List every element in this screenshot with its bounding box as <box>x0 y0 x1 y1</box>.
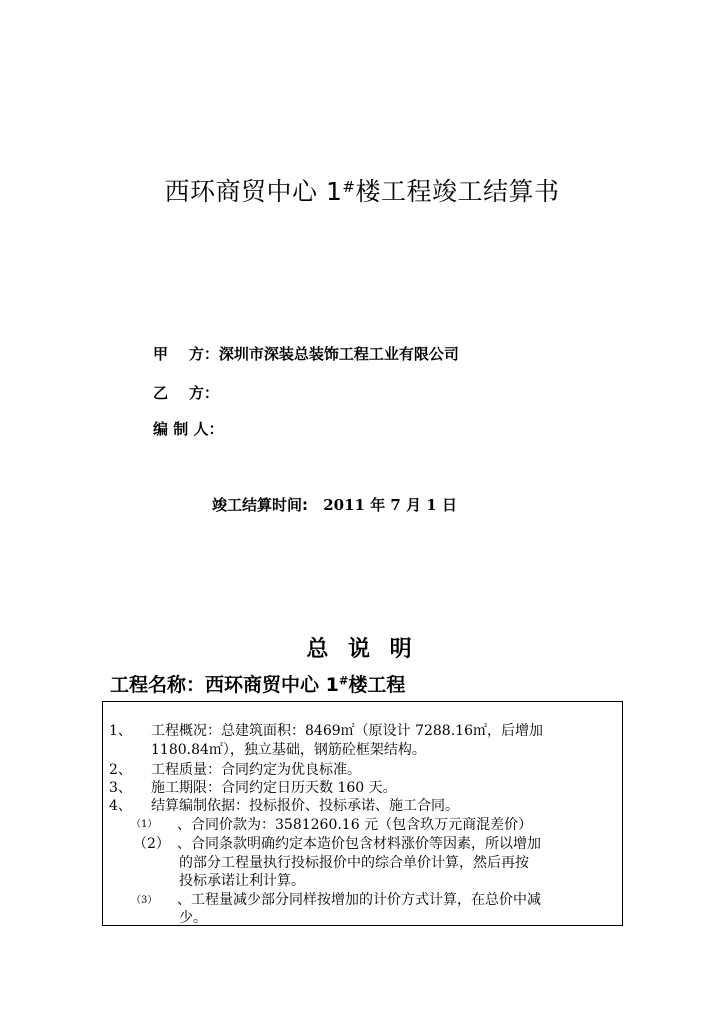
document-title: 西环商贸中心 1#楼工程竣工结算书 <box>164 177 560 206</box>
sub-1-text: 、合同价款为：3581260.16 元（包含玖万元商混差价） <box>177 817 533 833</box>
settlement-label: 竣工结算时间: <box>212 496 308 514</box>
sub-2-text: 、合同条款明确约定本造价包含材料涨价等因素，所以增加 <box>177 836 541 852</box>
note-4-text: 结算编制依据：投标报价、投标承诺、施工合同。 <box>151 798 459 814</box>
note-2-text: 工程质量：合同约定为优良标准。 <box>151 762 361 778</box>
sub-3-continuation: 少。 <box>179 910 207 926</box>
sub-2-number: （2） <box>133 836 170 852</box>
notes-box <box>102 701 623 926</box>
sub-3-number: （3） <box>131 895 158 906</box>
party-a-line <box>153 343 459 364</box>
settlement-date: 2011 年 7 月 1 日 <box>323 496 457 514</box>
project-name: 工程名称：西环商贸中心 1#楼工程 <box>110 673 406 696</box>
note-1-text: 工程概况：总建筑面积：8469㎡（原设计 7288.16㎡，后增加 <box>151 723 543 739</box>
note-1-continuation: 1180.84㎡），独立基础，钢筋砼框架结构。 <box>151 742 426 758</box>
compiler-label: 编 制 人： <box>153 420 224 438</box>
sub-2-continuation-1: 的部分工程量执行投标报价中的综合单价计算，然后再按 <box>179 855 529 871</box>
party-a-label: 甲 方： <box>153 345 219 363</box>
note-3-text: 施工期限：合同约定日历天数 160 天。 <box>151 780 397 796</box>
sub-3-text: 、工程量减少部分同样按增加的计价方式计算，在总价中减 <box>177 892 541 908</box>
note-1-number: 1、 <box>109 723 132 739</box>
sub-2-continuation-2: 投标承诺让利计算。 <box>179 873 305 889</box>
note-3-number: 3、 <box>109 780 132 796</box>
party-a-value: 深圳市深装总装饰工程工业有限公司 <box>218 345 459 363</box>
note-4-number: 4、 <box>109 798 132 814</box>
sub-1-number: （1） <box>131 819 158 830</box>
settlement-line <box>212 494 457 515</box>
section-title: 总 说 明 <box>306 637 418 662</box>
party-b-label: 乙 方： <box>153 384 219 402</box>
note-2-number: 2、 <box>109 762 132 778</box>
